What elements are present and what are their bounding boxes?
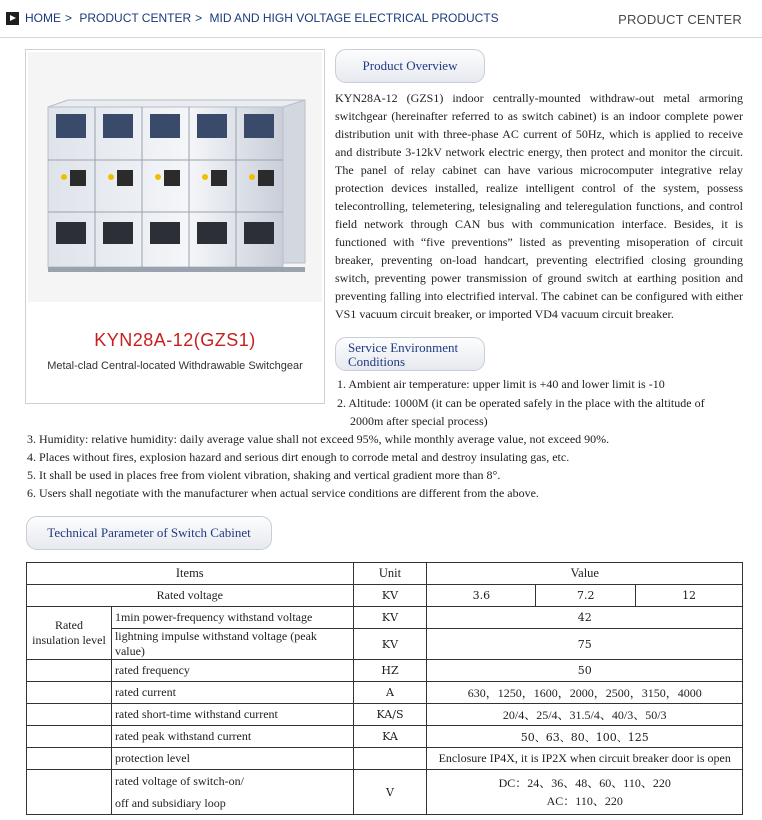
row-unit: KA [353,726,427,748]
table-row [27,770,743,815]
row-unit: KV [353,629,427,660]
row-value [427,770,743,815]
env-item: 1. Ambient air temperature: upper limit is +40 and lower limit is -10 [337,377,665,391]
table-row [27,726,743,748]
row-value: 12 [636,585,743,607]
row-value: 3.6 [427,585,536,607]
row-unit [353,748,427,770]
table-row [27,682,743,704]
row-label: rated peak withstand current [111,726,353,748]
row-label: 1min power-frequency withstand voltage [111,607,353,629]
tab-label: Technical Parameter of Switch Cabinet [47,525,251,540]
table-row [27,660,743,682]
row-value: 42 [427,607,743,629]
row-label: rated short-time withstand current [111,704,353,726]
product-subtitle: Metal-clad Central-located Withdrawable Switchgear [47,360,303,372]
row-value: 50、63、80、100、125 [427,726,743,748]
product-model: KYN28A-12(GZS1) [94,330,256,350]
breadcrumb-separator: > [65,11,73,25]
header-value: Value [427,563,743,585]
breadcrumb-arrow-icon [6,12,19,25]
group-label-line1: Rated [54,618,83,632]
table-row [27,748,743,770]
row-spacer [27,704,112,726]
row-unit: KA/S [353,704,427,726]
row-unit: A [353,682,427,704]
table-header-row [27,563,743,585]
env-item: 2. Altitude: 1000M (it can be operated safely in the place with the altitude of [337,396,705,410]
breadcrumb-home-link[interactable]: HOME [25,11,61,25]
row-unit: KV [353,607,427,629]
technical-parameter-table [26,562,743,815]
table-row [27,629,743,660]
env-item: 2000m after special process) [350,414,488,428]
env-item: 3. Humidity: relative humidity: daily average value shall not exceed 95%, while monthly average value, not exceed 90%. [27,432,610,446]
row-spacer [27,770,112,815]
row-spacer [27,748,112,770]
table-row [27,585,743,607]
row-value: 7.2 [536,585,636,607]
row-label [111,770,353,815]
tab-label-line2: Conditions [348,354,406,369]
env-item: 6. Users shall negotiate with the manufacturer when actual service conditions are different from the above. [27,486,539,500]
row-label-line2: off and subsidiary loop [114,796,226,810]
env-item: 5. It shall be used in places free from violent vibration, shaking and vertical gradient more than 8°. [27,468,501,482]
breadcrumb-product-center-link[interactable]: PRODUCT CENTER [79,11,192,25]
row-unit: V [353,770,427,815]
overview-text: KYN28A-12 (GZS1) indoor centrally-mounted withdraw-out metal armoring switchgear (hereinafter referred to as switch cabinet) is an indoor complete power distribution unit with three-phase AC current of 50Hz, which is applied to receive and distribute 3-12kV network electric energy, then protect and monitor the circuit. The panel of relay cabinet can have various microcomputer integrative relay protection devices installed, realize intelligent control of the system, possess telecontrolling, telemetering, telesignaling and teleregulation functions, and control field network through CAN bus with communication interface. Besides, it is functioned with “five preventions” listed as preventing misoperation of circuit breaker, preventing on-load handcart, preventing electrified closing grounding switch, preventing power transmission of ground switch at earthing position and preventing falling into electrified interval. The cabinet can be configured with either VS1 vacuum circuit breaker, or imported VD4 vacuum circuit breaker. [335,91,743,321]
group-label-line2: insulation level [32,633,106,647]
tab-service-environment[interactable] [335,337,485,371]
row-value: Enclosure IP4X, it is IP2X when circuit breaker door is open [427,748,743,770]
tab-label-line1: Service Environment [348,340,459,355]
row-label-line1: rated voltage of switch-on/ [114,774,244,788]
header-items: Items [27,563,354,585]
row-value-dc: DC：24、36、48、60、110、220 [498,776,671,790]
row-value: 630，1250，1600，2000，2500，3150，4000 [427,682,743,704]
cabinet-bank [48,100,305,272]
row-value-ac: AC：110、220 [546,794,623,808]
row-unit: HZ [353,660,427,682]
row-label: Rated voltage [27,585,354,607]
row-label: protection level [111,748,353,770]
env-item: 4. Places without fires, explosion hazard and serious dirt enough to corrode metal and destroy insulating gas, etc. [27,450,570,464]
row-label: rated frequency [111,660,353,682]
row-label: rated current [111,682,353,704]
page-header [0,0,762,38]
row-group-label [27,607,112,660]
row-value: 75 [427,629,743,660]
row-spacer [27,660,112,682]
breadcrumb [25,11,499,25]
switchgear-image [28,52,322,302]
row-spacer [27,726,112,748]
row-label: lightning impulse withstand voltage (peak value) [111,629,353,660]
product-card [25,49,325,404]
tab-label: Product Overview [362,58,458,73]
breadcrumb-category-link[interactable]: MID AND HIGH VOLTAGE ELECTRICAL PRODUCTS [209,11,499,25]
row-unit: KV [353,585,427,607]
row-value: 50 [427,660,743,682]
tab-product-overview[interactable] [335,49,485,83]
breadcrumb-separator: > [195,11,203,25]
row-spacer [27,682,112,704]
row-value: 20/4、25/4、31.5/4、40/3、50/3 [427,704,743,726]
tab-technical-parameters[interactable] [26,516,272,550]
table-row [27,704,743,726]
header-unit: Unit [353,563,427,585]
table-row [27,607,743,629]
page-title: PRODUCT CENTER [618,12,742,27]
